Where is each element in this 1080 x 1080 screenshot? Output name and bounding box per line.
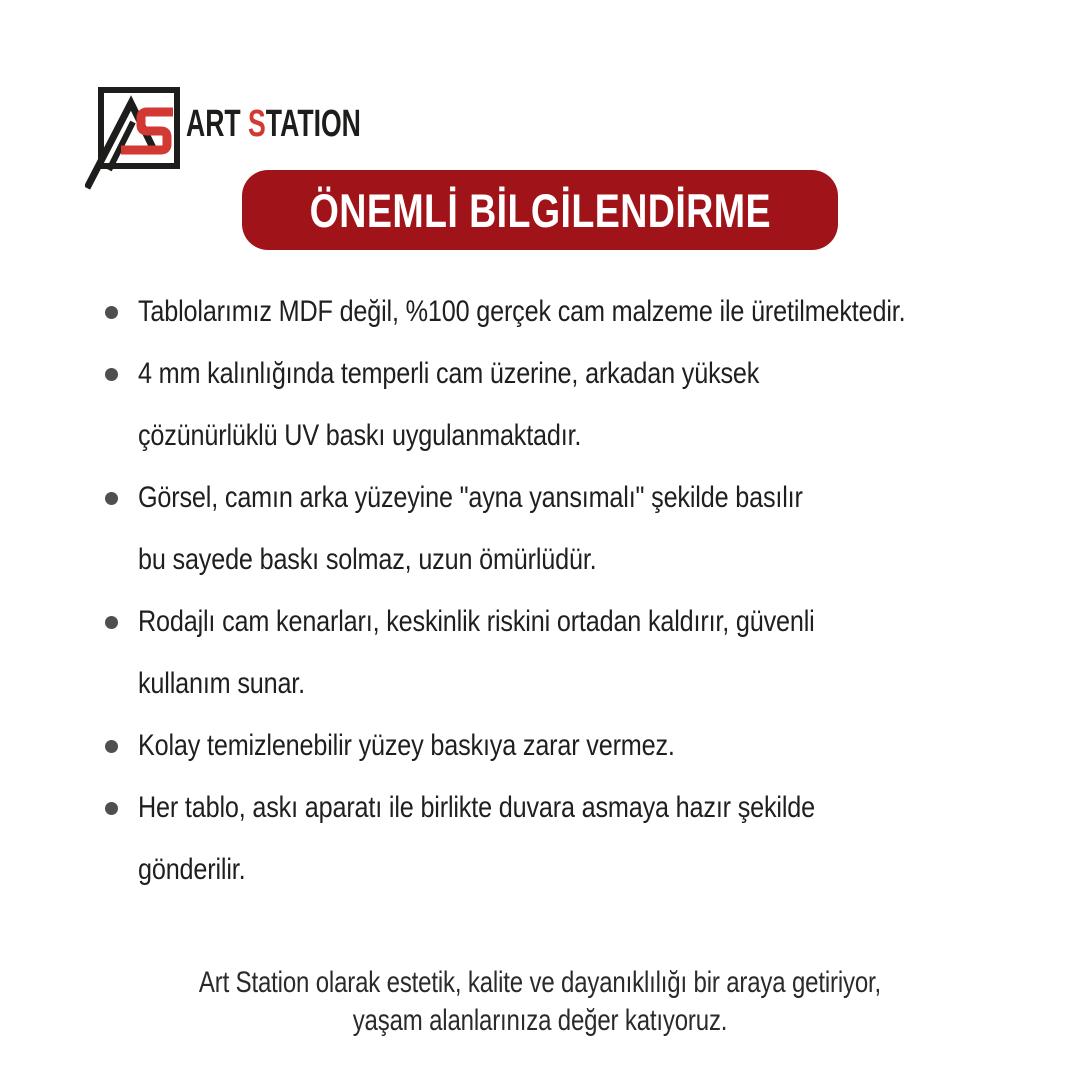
bullet-line: gönderilir. xyxy=(138,853,246,886)
bullet-line: Kolay temizlenebilir yüzey baskıya zarar vermez. xyxy=(138,729,675,762)
footer-line-1: Art Station olarak estetik, kalite ve dayanıklılığı bir araya getiriyor, xyxy=(198,966,882,999)
bullet-line: bu sayede baskı solmaz, uzun ömürlüdür. xyxy=(138,543,597,576)
brand-name-prefix: ART xyxy=(186,103,249,145)
bullet-line: kullanım sunar. xyxy=(138,667,305,700)
footer-note xyxy=(0,964,1080,1040)
footer-line-2: yaşam alanlarınıza değer katıyoruz. xyxy=(352,1004,728,1037)
bullet-dot-icon xyxy=(105,616,118,629)
banner-title: ÖNEMLİ BİLGİLENDİRME xyxy=(309,183,771,237)
bullet-dot-icon xyxy=(105,740,118,753)
bullet-dot-icon xyxy=(105,492,118,505)
list-item xyxy=(105,343,1055,467)
list-item xyxy=(105,715,1055,777)
brand-name-suffix: TATION xyxy=(265,103,361,145)
list-item xyxy=(105,777,1055,901)
list-item xyxy=(105,467,1055,591)
bullet-dot-icon xyxy=(105,802,118,815)
bullet-line: 4 mm kalınlığında temperli cam üzerine, arkadan yüksek xyxy=(138,357,760,390)
bullet-dot-icon xyxy=(105,368,118,381)
title-banner xyxy=(242,170,838,250)
list-item xyxy=(105,591,1055,715)
bullet-line: Tablolarımız MDF değil, %100 gerçek cam malzeme ile üretilmektedir. xyxy=(138,295,906,328)
bullet-dot-icon xyxy=(105,306,118,319)
bullet-line: çözünürlüklü UV baskı uygulanmaktadır. xyxy=(138,419,582,452)
list-item xyxy=(105,281,1055,343)
brand-name xyxy=(186,103,361,146)
bullet-line: Her tablo, askı aparatı ile birlikte duvara asmaya hazır şekilde xyxy=(138,791,815,824)
bullet-line: Görsel, camın arka yüzeyine "ayna yansımalı" şekilde basılır xyxy=(138,481,803,514)
art-station-logo-icon xyxy=(85,82,185,192)
bullet-line: Rodajlı cam kenarları, keskinlik riskini ortadan kaldırır, güvenli xyxy=(138,605,815,638)
bullet-list xyxy=(105,281,1055,901)
brand-name-accent: S xyxy=(248,103,266,145)
